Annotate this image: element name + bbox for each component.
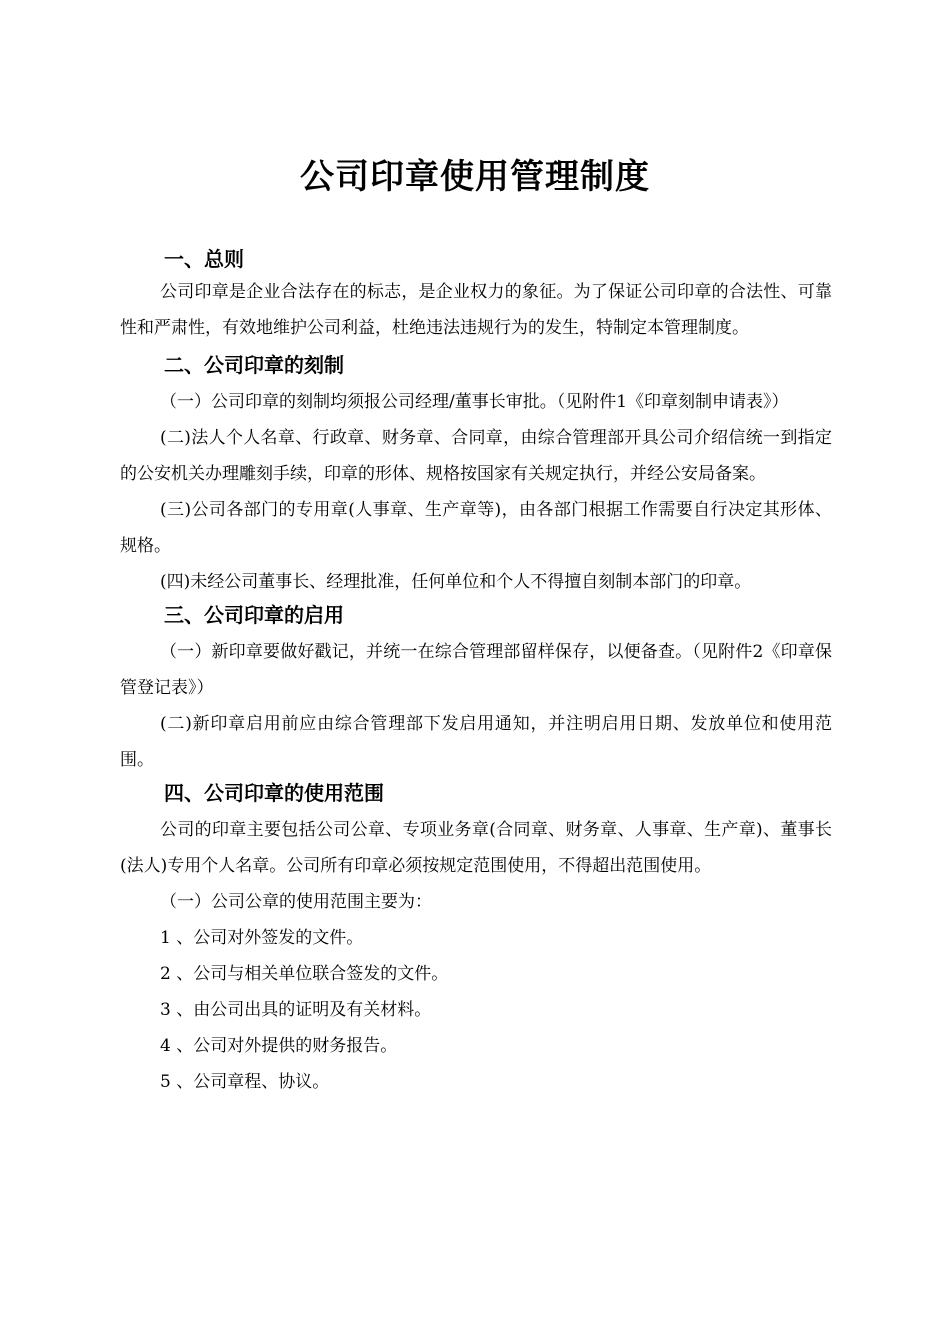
paragraph: （一）新印章要做好戳记，并统一在综合管理部留样保存，以便备查。（见附件2《印章保管登记表》） — [120, 642, 832, 698]
list-item: 3 、由公司出具的证明及有关材料。 — [160, 1000, 432, 1020]
list-item: 1 、公司对外签发的文件。 — [160, 928, 364, 948]
section-heading-general: 一、总则 — [164, 247, 244, 271]
paragraph: 公司印章是企业合法存在的标志，是企业权力的象征。为了保证公司印章的合法性、可靠性和严肃性，有效地维护公司利益，杜绝违法违规行为的发生，特制定本管理制度。 — [120, 282, 832, 338]
paragraph: (四)未经公司董事长、经理批准，任何单位和个人不得擅自刻制本部门的印章。 — [160, 572, 752, 592]
paragraph: （一）公司公章的使用范围主要为： — [160, 892, 432, 912]
section-heading-usage-scope: 四、公司印章的使用范围 — [164, 781, 384, 805]
paragraph: 公司的印章主要包括公司公章、专项业务章(合同章、财务章、人事章、生产章)、董事长(法人)专用个人名章。公司所有印章必须按规定范围使用，不得超出范围使用。 — [120, 820, 832, 876]
document-title: 公司印章使用管理制度 — [300, 157, 650, 197]
paragraph: (三)公司各部门的专用章(人事章、生产章等)，由各部门根据工作需要自行决定其形体、规格。 — [120, 500, 832, 556]
paragraph: （一）公司印章的刻制均须报公司经理/董事长审批。（见附件1《印章刻制申请表》） — [160, 392, 789, 412]
list-item: 2 、公司与相关单位联合签发的文件。 — [160, 964, 449, 984]
document-body — [120, 244, 832, 1100]
paragraph: (二)法人个人名章、行政章、财务章、合同章，由综合管理部开具公司介绍信统一到指定的公安机关办理雕刻手续，印章的形体、规格按国家有关规定执行，并经公安局备案。 — [120, 428, 832, 484]
section-heading-activation: 三、公司印章的启用 — [164, 603, 344, 627]
list-item: 5 、公司章程、协议。 — [160, 1072, 330, 1092]
paragraph: (二)新印章启用前应由综合管理部下发启用通知，并注明启用日期、发放单位和使用范围。 — [120, 714, 832, 770]
list-item: 4 、公司对外提供的财务报告。 — [160, 1036, 398, 1056]
section-heading-engraving: 二、公司印章的刻制 — [164, 353, 344, 377]
